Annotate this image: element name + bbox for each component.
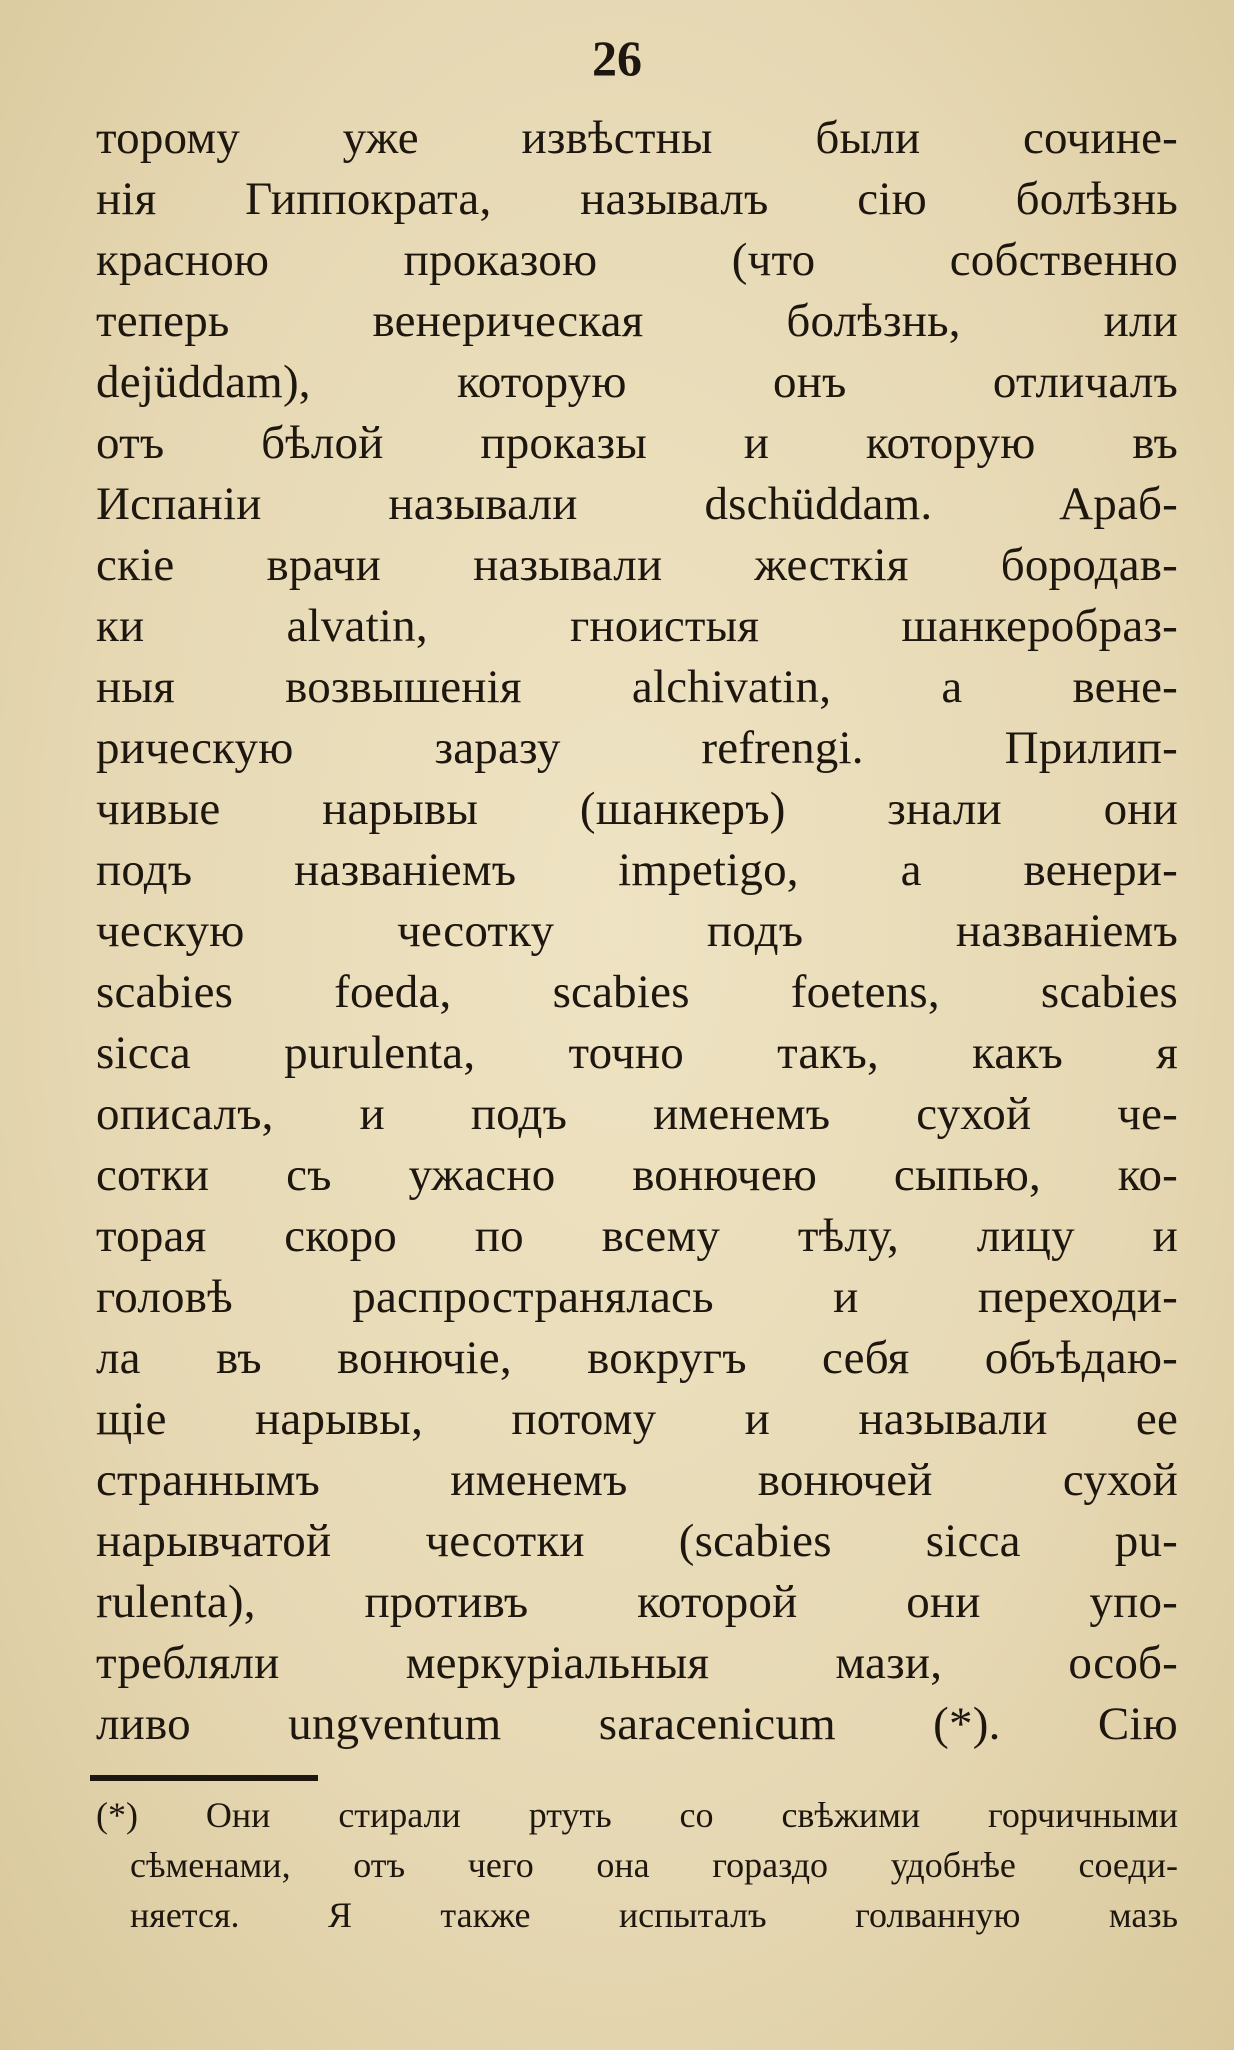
text-line: dejüddam), которую онъ отличалъ (96, 356, 1178, 408)
footnote-line: сѣменами, отъ чего она гораздо удобнѣе соеди- (130, 1845, 1178, 1885)
text-line: rulenta), противъ которой они упо- (96, 1576, 1178, 1628)
page-number: 26 (592, 30, 642, 86)
text-line: подъ названіемъ impetigo, а венери- (96, 844, 1178, 896)
text-line: торому уже извѣстны были сочине- (96, 112, 1178, 164)
text-line: нія Гиппократа, называлъ сію болѣзнь (96, 173, 1178, 225)
footnote (96, 1790, 1178, 1940)
text-line: ла въ вонючіе, вокругъ себя объѣдаю- (96, 1332, 1178, 1384)
text-line: отъ бѣлой проказы и которую въ (96, 417, 1178, 469)
text-line: ныя возвышенія alchivatin, а вене- (96, 661, 1178, 713)
text-line: ливо ungventum saracenicum (*). Сію (96, 1698, 1178, 1750)
text-line: скіе врачи называли жесткія бородав- (96, 539, 1178, 591)
text-line: страннымъ именемъ вонючей сухой (96, 1454, 1178, 1506)
text-line: чивые нарывы (шанкеръ) знали они (96, 783, 1178, 835)
footnote-line: (*) Они стирали ртуть со свѣжими горчичными (96, 1795, 1178, 1835)
text-line: головѣ распространялась и переходи- (96, 1271, 1178, 1323)
text-line: описалъ, и подъ именемъ сухой че- (96, 1088, 1178, 1140)
text-line: scabies foeda, scabies foetens, scabies (96, 966, 1178, 1018)
text-line: требляли меркуріальныя мази, особ- (96, 1637, 1178, 1689)
text-line: теперь венерическая болѣзнь, или (96, 295, 1178, 347)
text-line: ческую чесотку подъ названіемъ (96, 905, 1178, 957)
footnote-line: няется. Я также испыталъ голванную мазь (130, 1895, 1178, 1935)
text-line: нарывчатой чесотки (scabies sicca pu- (96, 1515, 1178, 1567)
text-line: красною проказою (что собственно (96, 234, 1178, 286)
text-line: ки alvatin, гноистыя шанкеробраз- (96, 600, 1178, 652)
main-text (96, 108, 1178, 1755)
text-line: рическую заразу refrengi. Прилип- (96, 722, 1178, 774)
text-line: сотки съ ужасно вонючею сыпью, ко- (96, 1149, 1178, 1201)
text-line: торая скоро по всему тѣлу, лицу и (96, 1210, 1178, 1262)
text-line: щіе нарывы, потому и называли ее (96, 1393, 1178, 1445)
text-line: Испаніи называли dschüddam. Араб- (96, 478, 1178, 530)
text-line: sicca purulenta, точно такъ, какъ я (96, 1027, 1178, 1079)
footnote-divider (90, 1775, 318, 1781)
